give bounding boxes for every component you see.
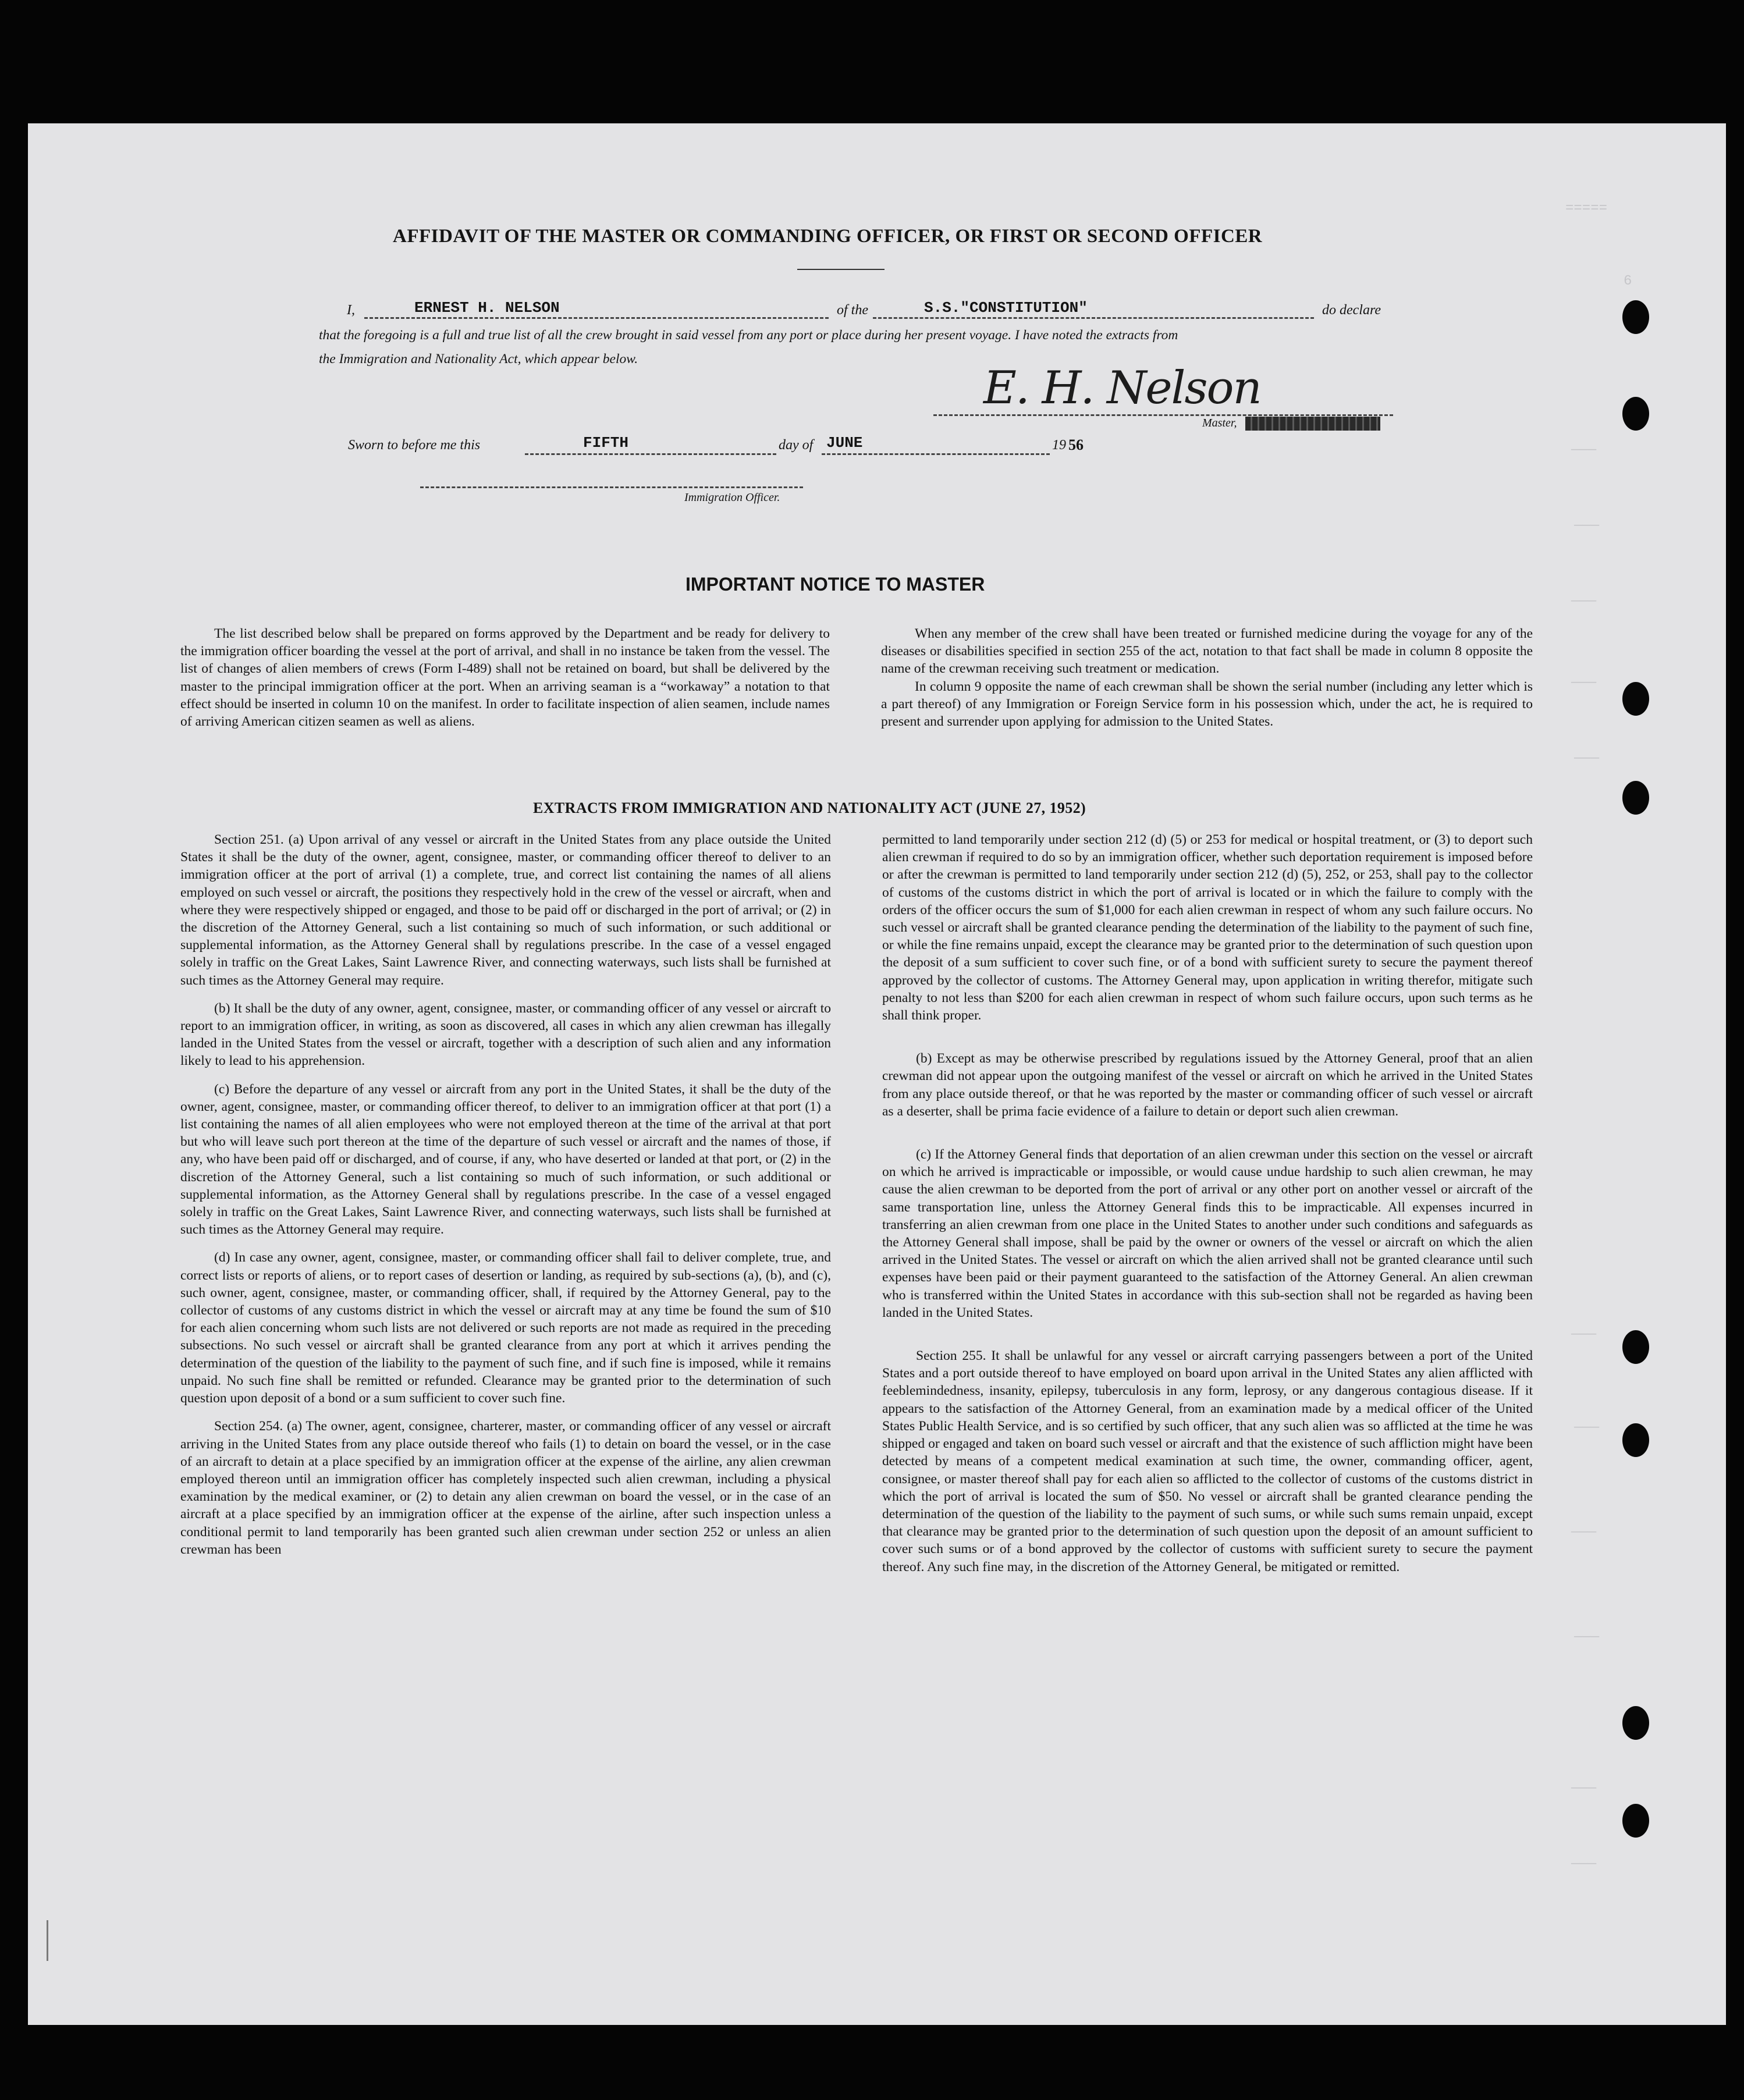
declaration-line-3: the Immigration and Nationality Act, which appear below. (319, 351, 638, 367)
do-declare-label: do declare (1322, 303, 1381, 318)
extracts-title: EXTRACTS FROM IMMIGRATION AND NATIONALITY ACT (JUNE 27, 1952) (533, 800, 1086, 816)
section-254b: (b) Except as may be otherwise prescribed by regulations issued by the Attorney General, proof that an alien crewman did not appear upon the outgoing manifest of the vessel or aircraft on which he arrived in the United States from any place outside thereof, or that he was reported by the master or commanding officer of such vessel or aircraft as a deserter, shall be prima facie evidence of a failure to detain or deport such alien crewman. (882, 1051, 1533, 1119)
master-signature: E. H. Nelson (983, 362, 1261, 414)
officer-signature-line (420, 486, 803, 488)
affidavit-heading: AFFIDAVIT OF THE MASTER OR COMMANDING OFFICER, OR FIRST OR SECOND OFFICER (393, 226, 1263, 247)
sworn-day: FIFTH (581, 434, 631, 452)
notice-right-paragraph-1: When any member of the crew shall have been treated or furnished medicine during the voyage for any of the diseases or disabilities specified in section 255 of the act, notation to that fact shall be made in column 8 opposite the name of the crewman receiving such treatment or medication. (881, 626, 1533, 677)
year-prefix: 19 (1052, 438, 1066, 453)
declaration-line-2: that the foregoing is a full and true list of all the crew brought in said vessel from any port or place during her present voyage. I have noted the extracts from (319, 328, 1178, 343)
master-label: Master, (1202, 417, 1237, 429)
section-255: Section 255. It shall be unlawful for any vessel or aircraft carrying passengers between a port of the United States and a port outside thereof to have employed on board upon arrival in the United States any alien afflicted with feeblemindedness, insanity, epilepsy, tuberculosis in any form, leprosy, or any dangerous contagious disease. If it appears to the satisfaction of the Attorney General, from an examination made by a medical officer of the United States Public Health Service, and is so certified by such officer, that any such alien was so afflicted at the time he was shipped or engaged and taken on board such vessel or aircraft and that the existence of such affliction might have been detected by means of a competent medical examination at such time, the owner, commanding officer, agent, consignee, or master thereof shall pay for each alien so afflicted to the collector of customs of the customs district in which the port of arrival is located the sum of $50. No vessel or aircraft shall be granted clearance pending the determination of the question of the liability to the payment of such sums, or while such sums remain unpaid, except that clearance may be granted prior to the determination of such question upon the deposit of an amount sufficient to cover such sums or of a bond approved by the collector of customs with sufficient surety to secure the payment thereof. Any such fine may, in the discretion of the Attorney General, be mitigated or remitted. (882, 1348, 1533, 1575)
margin-mark (47, 1920, 72, 1961)
of-the-label: of the (837, 303, 868, 318)
day-field-line (525, 453, 776, 455)
extracts-right-column (882, 831, 1533, 1576)
section-251a: Section 251. (a) Upon arrival of any vessel or aircraft in the United States from any place outside the United States it shall be the duty of the owner, agent, consignee, master, or commanding officer thereof to deliver to an immigration officer at the port of arrival (1) a complete, true, and correct list containing the names of all aliens employed on such vessel or aircraft, the positions they respectively hold in the crew of the vessel or aircraft, when and where they were respectively shipped or engaged, and those to be paid off or discharged in the port of arrival; or (2) in the discretion of the Attorney General, such a list containing so much of such information, or such additional or supplemental information, as the Attorney General shall by regulations prescribe. In the case of a vessel engaged solely in traffic on the Great Lakes, Saint Lawrence River, and connecting waterways, such lists shall be furnished at such times as the Attorney General may require. (180, 832, 831, 988)
notice-title: IMPORTANT NOTICE TO MASTER (685, 574, 985, 595)
section-254a: Section 254. (a) The owner, agent, consignee, charterer, master, or commanding officer of any vessel or aircraft arriving in the United States from any place outside thereof who fails (1) to detain on board the vessel, or in the case of an aircraft to detain at a place specified by an immigration officer at the expense of the airline, any alien crewman employed thereon until an immigration officer has completely inspected such alien crewman, including a physical examination by the medical examiner, or (2) to detain any alien crewman on board the vessel, or in the case of an aircraft at a place specified by an immigration officer at the expense of the airline, after such inspection unless a conditional permit to land temporarily has been granted such alien crewman under section 252 or unless an alien crewman has been (180, 1419, 831, 1557)
sworn-year: 56 (1068, 436, 1084, 453)
struck-through-title (1245, 417, 1380, 431)
section-251d: (d) In case any owner, agent, consignee, master, or commanding officer shall fail to deliver complete, true, and correct lists or reports of aliens, or to report cases of desertion or landing, as required by sub-sections (a), (b), and (c), such owner, agent, consignee, master, or commanding officer, shall, if required by the Attorney General, pay to the collector of customs of any customs district in which the vessel or aircraft may at any time be found the sum of $10 for each alien concerning whom such lists are not delivered or such reports are not made as required in the preceding subsections. No such vessel or aircraft shall be granted clearance from any port at which it arrives pending the determination of the question of the liability to the payment of such fine, and if such fine is imposed, while it remains unpaid. No such fine shall be remitted or refunded. Clearance may be granted prior to the determination of such question upon deposit of a bond or a sum sufficient to cover such fine. (180, 1250, 831, 1406)
vessel-name: S.S."CONSTITUTION" (924, 299, 1090, 317)
section-251b: (b) It shall be the duty of any owner, agent, consignee, master, or commanding officer of any vessel or aircraft to report to an immigration officer, in writing, as soon as discovered, all cases in which any alien crewman has illegally landed in the United States from the vessel or aircraft, together with a description of such alien and any information likely to lead to his apprehension. (180, 1000, 831, 1069)
sworn-month: JUNE (826, 434, 865, 452)
section-254c: (c) If the Attorney General finds that deportation of an alien crewman under this section on the vessel or aircraft on which he arrived is impracticable or impossible, or would cause undue hardship to such alien crewman, he may cause the alien crewman to be deported from the port of arrival or any other port on another vessel or aircraft of the same transportation line, unless the Attorney General finds this to be impracticable. All expenses incurred in transferring an alien crewman from one place in the United States to another under such conditions and safeguards as the Attorney General shall impose, shall be paid by the owner or owners of the vessel or aircraft on which the alien arrived in the United States. The vessel or aircraft on which the alien arrived shall not be granted clearance until such expenses have been paid or their payment guaranteed to the satisfaction of the Attorney General. An alien crewman who is transferred within the United States in accordance with this sub-section shall not be regarded as having been landed in the United States. (882, 1147, 1533, 1320)
day-of-label: day of (779, 438, 814, 453)
notice-left-paragraph: The list described below shall be prepared on forms approved by the Department and be ready for delivery to the immigration officer boarding the vessel at the port of arrival, and shall in no instance be taken from the vessel. The list of changes of alien members of crews (Form I-489) shall not be retained on board, but shall be delivered by the master to the principal immigration officer at the port. When an arriving seaman is a “workaway” a notation to that effect should be inserted in column 10 on the manifest. In order to facilitate inspection of alien seamen, include names of arriving American citizen seamen as well as aliens. (180, 626, 830, 730)
section-254a-continued: permitted to land temporarily under section 212 (d) (5) or 253 for medical or hospital treatment, or (3) to deport such alien crewman if required to do so by an immigration officer, whether such deportation requirement is imposed before or after the crewman is permitted to land temporarily under section 212 (d) (5), 252, or 253, shall pay to the collector of customs of the customs district in which the port of arrival is located or in which the failure to comply with the orders of the officer occurs the sum of $1,000 for each alien crewman in respect of whom any such failure occurs. No such vessel or aircraft shall be granted clearance pending the determination of the liability to the payment of such fine, or while the fine remains unpaid, except the clearance may be granted prior to the determination of such question upon the deposit of a sum sufficient to cover such fine, or of a bond with sufficient surety to secure the payment thereof approved by the collector of customs. The Attorney General may, upon application in writing therefor, mitigate such penalty to not less than $200 for each alien crewman in respect of whom such failure occurs, upon such terms as he shall think proper. (882, 832, 1533, 1024)
month-field-line (822, 453, 1050, 455)
section-251c: (c) Before the departure of any vessel or aircraft from any port in the United States, it shall be the duty of the owner, agent, consignee, master, or commanding officer thereof, to deliver to an immigration officer at that port (1) a list containing the names of all alien employees who were not employed thereon at the time of the arrival at that port but who will leave such port thereon at the time of the departure of such vessel or aircraft and the names of those, if any, who have been paid off or discharged, and of course, if any, who have deserted or landed at that port, or (2) in the discretion of the Attorney General, such a list containing so much of such information, or such additional or supplemental information, as the Attorney General shall by regulations prescribe. In the case of a vessel engaged solely in traffic on the Great Lakes, Saint Lawrence River, and connecting waterways, such lists shall be furnished at such times as the Attorney General may require. (180, 1081, 831, 1238)
officer-label: Immigration Officer. (684, 491, 780, 504)
i-label: I, (347, 303, 355, 318)
notice-left-column (180, 625, 830, 730)
vessel-field-line (873, 317, 1314, 319)
sworn-label: Sworn to before me this (348, 438, 481, 453)
notice-right-column (881, 625, 1533, 730)
master-name: ERNEST H. NELSON (414, 299, 562, 317)
signature-line (933, 414, 1393, 416)
notice-right-paragraph-2: In column 9 opposite the name of each crewman shall be shown the serial number (including any letter which is a part thereof) of any Immigration or Foreign Service form in his possession which, under the act, he is required to present and surrender upon applying for admission to the United States. (881, 678, 1533, 730)
extracts-left-column (180, 831, 831, 1558)
heading-rule (797, 269, 885, 270)
name-field-line (364, 317, 829, 319)
